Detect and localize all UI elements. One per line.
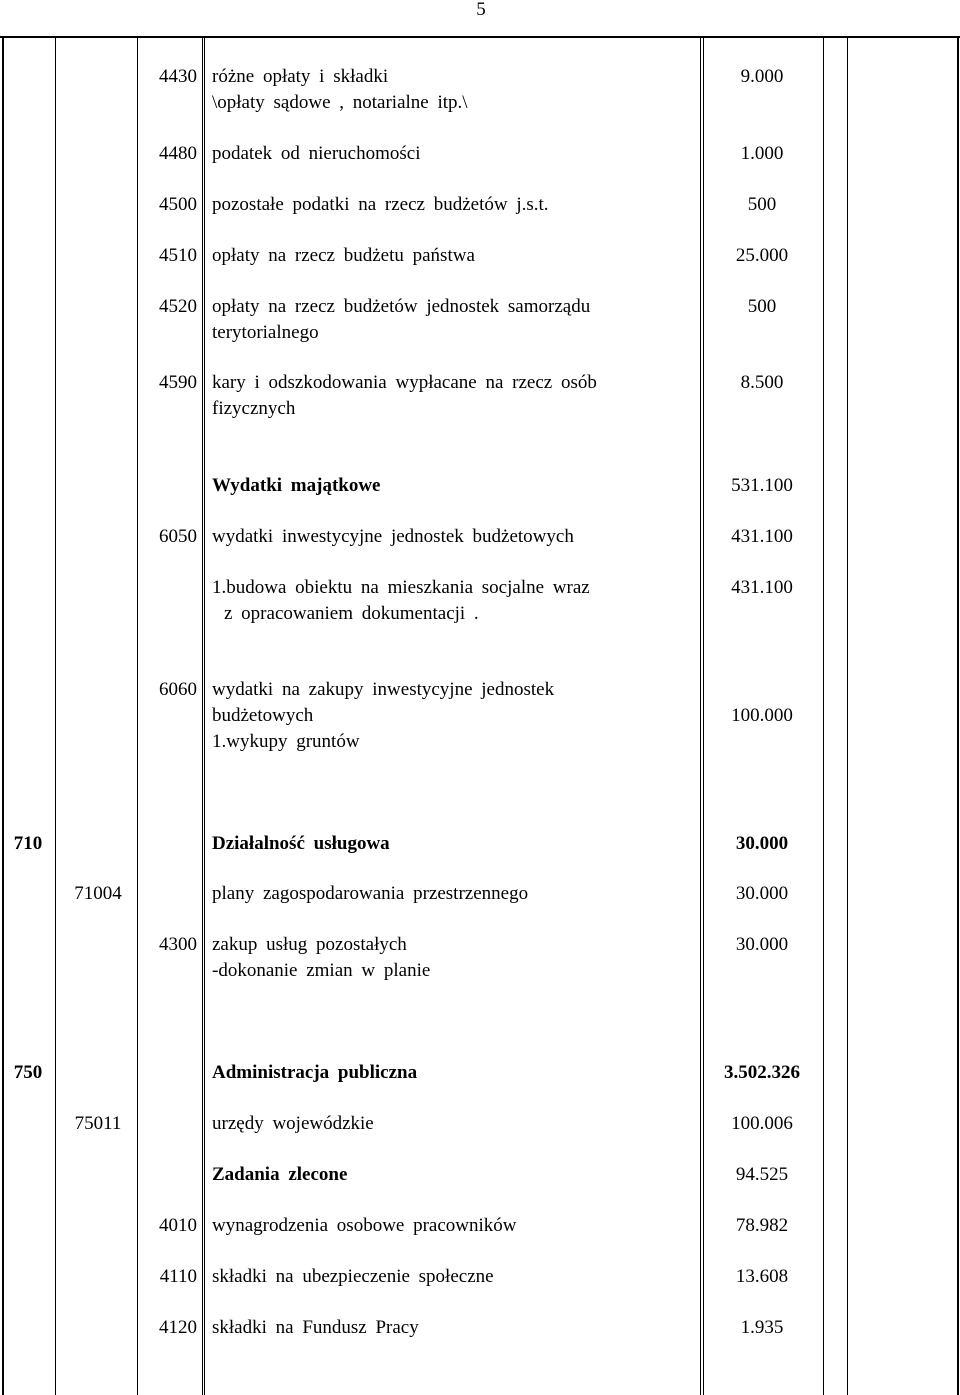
item-amount: 1.935 bbox=[740, 1317, 784, 1338]
item-amount: 8.500 bbox=[740, 372, 784, 393]
description-line: zakup usług pozostałych bbox=[212, 934, 407, 955]
description-line: z opracowaniem dokumentacji . bbox=[224, 603, 479, 624]
item-amount: 1.000 bbox=[740, 143, 784, 164]
column-divider-left bbox=[2, 37, 4, 1395]
paragraph-code: 4510 bbox=[159, 245, 197, 266]
description-line: budżetowych bbox=[212, 705, 314, 726]
description-line: różne opłaty i składki bbox=[212, 66, 389, 87]
item-description: podatek od nieruchomości bbox=[212, 143, 421, 164]
section-amount: 30.000 bbox=[735, 833, 789, 854]
item-amount: 500 bbox=[747, 194, 777, 215]
item-description: urzędy wojewódzkie bbox=[212, 1113, 374, 1134]
section-heading: Administracja publiczna bbox=[212, 1062, 418, 1083]
item-description bbox=[212, 932, 692, 984]
section-heading: Działalność usługowa bbox=[212, 833, 390, 854]
item-amount: 94.525 bbox=[735, 1164, 789, 1185]
item-description: pozostałe podatki na rzecz budżetów j.s.t. bbox=[212, 194, 549, 215]
paragraph-code: 4480 bbox=[159, 143, 197, 164]
section-heading: Wydatki majątkowe bbox=[212, 475, 381, 496]
column-divider-right bbox=[957, 37, 959, 1395]
description-line: wydatki na zakupy inwestycyjne jednostek bbox=[212, 679, 555, 700]
section-amount: 3.502.326 bbox=[724, 1062, 800, 1083]
column-divider-paragraf-double bbox=[204, 37, 205, 1395]
item-description: składki na ubezpieczenie społeczne bbox=[212, 1266, 494, 1287]
description-line: opłaty na rzecz budżetów jednostek samorządu bbox=[212, 296, 591, 317]
page-number: 5 bbox=[476, 0, 486, 20]
section-code: 750 bbox=[13, 1062, 43, 1083]
item-amount: 9.000 bbox=[740, 66, 784, 87]
item-amount: 500 bbox=[747, 296, 777, 317]
item-description: wynagrodzenia osobowe pracowników bbox=[212, 1215, 517, 1236]
description-line: 1.budowa obiektu na mieszkania socjalne wraz bbox=[212, 577, 590, 598]
item-description bbox=[212, 677, 692, 755]
item-amount: 431.100 bbox=[731, 526, 793, 547]
paragraph-code: 4500 bbox=[159, 194, 197, 215]
paragraph-code: 4520 bbox=[159, 296, 197, 317]
item-amount: 25.000 bbox=[735, 245, 789, 266]
item-amount: 30.000 bbox=[735, 883, 789, 904]
item-description bbox=[212, 575, 692, 627]
section-code: 710 bbox=[13, 833, 43, 854]
paragraph-code: 4590 bbox=[159, 372, 197, 393]
description-line: terytorialnego bbox=[212, 322, 319, 343]
item-description bbox=[212, 64, 692, 116]
item-description: opłaty na rzecz budżetu państwa bbox=[212, 245, 475, 266]
paragraph-code: 6060 bbox=[159, 679, 197, 700]
column-divider-dzial bbox=[55, 37, 56, 1395]
item-description: plany zagospodarowania przestrzennego bbox=[212, 883, 529, 904]
chapter-code: 71004 bbox=[74, 883, 122, 904]
description-line: fizycznych bbox=[212, 398, 296, 419]
item-description bbox=[212, 294, 692, 346]
column-divider-rozdzial bbox=[137, 37, 138, 1395]
description-line: kary i odszkodowania wypłacane na rzecz osób bbox=[212, 372, 597, 393]
paragraph-code: 4430 bbox=[159, 66, 197, 87]
paragraph-code: 6050 bbox=[159, 526, 197, 547]
item-description: wydatki inwestycyjne jednostek budżetowych bbox=[212, 526, 574, 547]
paragraph-code: 4010 bbox=[159, 1215, 197, 1236]
item-description: składki na Fundusz Pracy bbox=[212, 1317, 419, 1338]
column-divider-extra bbox=[847, 37, 848, 1395]
description-line: 1.wykupy gruntów bbox=[212, 731, 360, 752]
item-description bbox=[212, 370, 692, 422]
item-amount: 78.982 bbox=[735, 1215, 789, 1236]
item-amount: 30.000 bbox=[735, 934, 789, 955]
column-divider-paragraf bbox=[202, 37, 203, 1395]
section-heading: Zadania zlecone bbox=[212, 1164, 348, 1185]
description-line: -dokonanie zmian w planie bbox=[212, 960, 431, 981]
description-line: \opłaty sądowe , notarialne itp.\ bbox=[212, 92, 468, 113]
item-amount: 431.100 bbox=[731, 577, 793, 598]
item-amount: 100.006 bbox=[731, 1113, 793, 1134]
item-amount: 13.608 bbox=[735, 1266, 789, 1287]
item-amount: 100.000 bbox=[731, 705, 793, 726]
paragraph-code: 4110 bbox=[159, 1266, 197, 1287]
chapter-code: 75011 bbox=[74, 1113, 122, 1134]
table-top-border bbox=[0, 36, 960, 38]
paragraph-code: 4300 bbox=[159, 934, 197, 955]
item-amount: 531.100 bbox=[731, 475, 793, 496]
paragraph-code: 4120 bbox=[159, 1317, 197, 1338]
